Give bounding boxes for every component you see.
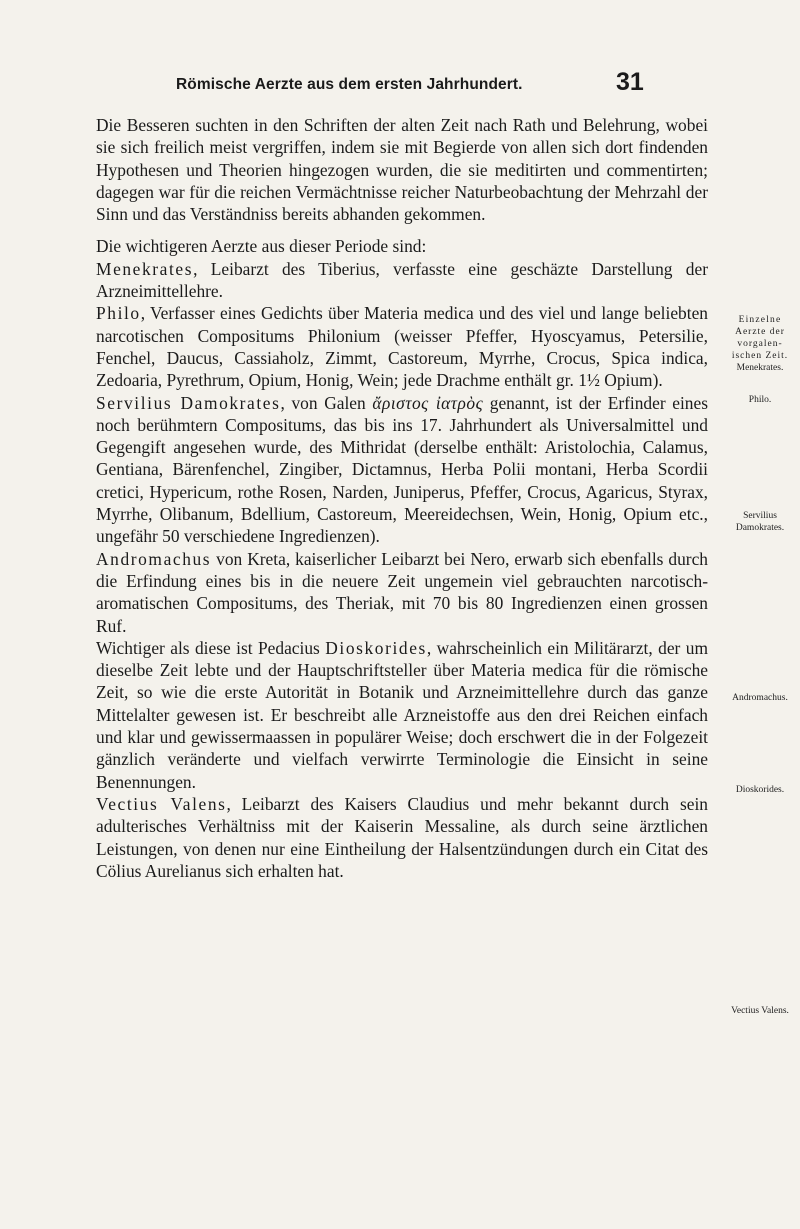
vectius-text: , Leibarzt des Kaisers Claudius und mehr bekannt durch sein adulterisches Verhältniss mit der Kaiserin Messaline, als durch seine ärztlichen Leistungen, von denen nur eine Eintheilung der Halsentzündungen durch ein Citat des Cölius Aurelianus sich erhalten hat. — [96, 793, 708, 881]
margin-vectius: Vectius Valens. — [731, 1006, 789, 1016]
paragraph-servilius — [96, 392, 708, 548]
margin-note-vectius — [722, 1005, 798, 1017]
margin-note-einzelne — [722, 314, 798, 374]
dioskorides-text-2: , wahrscheinlich ein Militärarzt, der um dieselbe Zeit lebte und der Hauptschriftsteller über Materia medica für die römische Zeit, so wie die erste Autorität in Botanik und Arzneimittellehre durch das ganze Mittelalter gewesen ist. Er beschreibt alle Arzneistoffe aus den drei Reichen einfach und klar und gewissermaassen in populärer Weise; doch erschwert die in der Folgezeit gänzlich veränderte und vielfach verwirrte Terminologie die Einsicht in seine Benennungen. — [96, 637, 708, 792]
margin-einzelne-2: Aerzte der — [735, 327, 785, 337]
main-text — [96, 114, 708, 882]
dioskorides-text-1: Wichtiger als diese ist Pedacius — [96, 637, 326, 658]
margin-philo: Philo. — [748, 395, 772, 405]
philo-text: , Verfasser eines Gedichts über Materia medica und des viel und lange beliebten narcotischen Compositums Philonium (weisser Pfeffer, Hyoscyamus, Petersilie, Fenchel, Daucus, Cassiaholz, Zimmt, Castoreum, Myrrhe, Crocus, Spica indica, Zedoaria, Pyrethrum, Opium, Honig, Wein; jede Drachme enthält gr. 1½ Opium). — [96, 303, 708, 391]
greek-epithet: ἄριστος ἰατρὸς — [372, 392, 484, 413]
name-philo: Philo — [96, 303, 141, 324]
paragraph-intro: Die Besseren suchten in den Schriften der alten Zeit nach Rath und Belehrung, wobei sie sich freilich meist vergriffen, indem sie mit Begierde von allen sich dort findenden Hypothesen und Theorien hingezogen wurden, die sie meditirten und commentirten; dagegen war für die reichen Vermächtnisse reicher Naturbeobachtung der Mehrzahl der Sinn und das Verständniss bereits abhanden gekommen. — [96, 115, 708, 225]
margin-einzelne-5: Menekrates. — [736, 363, 784, 373]
paragraph-important: Die wichtigeren Aerzte aus dieser Periode sind: — [96, 236, 427, 257]
servilius-text-1: , von Galen — [280, 392, 373, 413]
name-dioskorides: Dioskorides — [325, 637, 427, 658]
margin-andromachus: Andromachus. — [732, 693, 788, 703]
margin-note-andromachus — [722, 692, 798, 704]
margin-note-servilius — [722, 510, 798, 534]
name-andromachus: Andromachus — [96, 548, 212, 569]
servilius-text-2: genannt, ist der Erfinder eines noch berühmtern Compositums, das bis ins 17. Jahrhundert als Universalmittel und Gegengift angesehen wurde, des Mithridat (derselbe enthält: Aristolochia, Calamus, Gentiana, Bärenfenchel, Zingiber, Dictamnus, Herba Polii montani, Herba Scordii cretici, Hypericum, rothe Rosen, Narden, Juniperus, Pfeffer, Crocus, Agaricus, Styrax, Myrrhe, Olibanum, Bdellium, Castoreum, Meereidechsen, Wein, Honig, Opium etc., ungefähr 50 verschiedene Ingredienzen). — [96, 392, 708, 547]
name-servilius: Servilius Damokrates — [96, 392, 281, 413]
paragraph-andromachus — [96, 548, 708, 637]
andromachus-text: von Kreta, kaiserlicher Leibarzt bei Nero, erwarb sich ebenfalls durch die Erfindung eines bis in die neuere Zeit ungemein viel gebrauchten narcotisch-aromatischen Compositums, des Theriak, mit 70 bis 80 Ingredienzen einen grossen Ruf. — [96, 548, 708, 636]
margin-einzelne-4: ischen Zeit. — [731, 351, 789, 361]
margin-note-dioskorides — [722, 784, 798, 796]
paragraph-vectius — [96, 793, 708, 882]
name-menekrates: Menekrates — [96, 258, 194, 279]
margin-einzelne-1: Einzelne — [738, 315, 782, 325]
margin-note-philo — [722, 394, 798, 406]
running-head — [0, 68, 800, 106]
paragraph-dioskorides — [96, 637, 708, 793]
margin-einzelne-3: vorgalen- — [737, 339, 783, 349]
margin-servilius-2: Damokrates. — [735, 523, 785, 533]
paragraph-philo — [96, 302, 708, 391]
running-title: Römische Aerzte aus dem ersten Jahrhundert. — [176, 76, 523, 93]
paragraph-menekrates — [96, 258, 708, 303]
name-vectius: Vectius Valens — [96, 793, 227, 814]
margin-dioskorides: Dioskorides. — [735, 785, 785, 795]
page-number: 31 — [616, 68, 644, 96]
menekrates-text: , Leibarzt des Tiberius, verfasste eine geschäzte Darstellung der Arzneimittellehre. — [96, 258, 708, 302]
margin-servilius-1: Servilius — [743, 511, 777, 521]
